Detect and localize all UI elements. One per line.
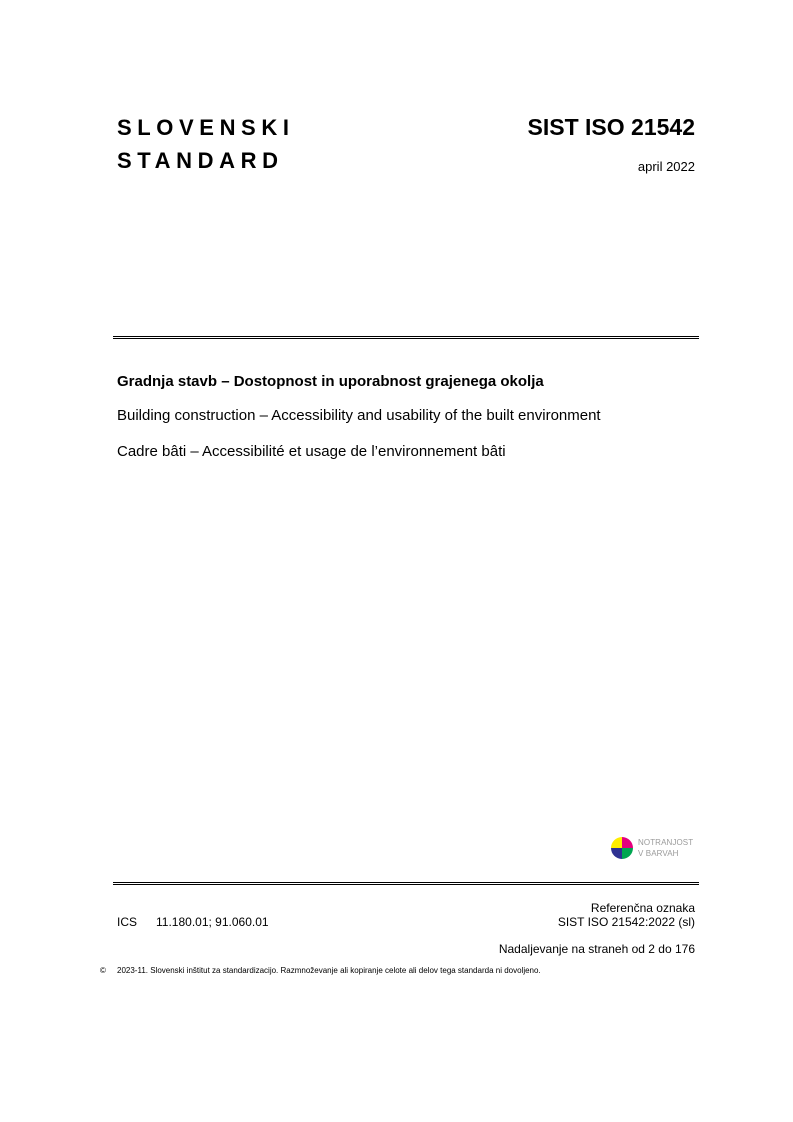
standard-number: SIST ISO 21542 <box>527 114 695 140</box>
title-english: Building construction – Accessibility and usability of the built environment <box>117 407 601 424</box>
page-continuation: Nadaljevanje na straneh od 2 do 176 <box>498 942 695 956</box>
copyright-symbol: © <box>100 966 106 975</box>
title-slovenian: Gradnja stavb – Dostopnost in uporabnost grajenega okolja <box>117 373 544 390</box>
color-wheel-icon <box>611 837 633 859</box>
publication-date: april 2022 <box>637 159 695 174</box>
reference-label: Referenčna oznaka <box>590 901 695 915</box>
reference-value: SIST ISO 21542:2022 (sl) <box>557 915 695 929</box>
color-interior-badge <box>611 837 695 861</box>
ics-value: 11.180.01; 91.060.01 <box>156 915 269 929</box>
header-slovenski: SLOVENSKI <box>117 115 295 140</box>
ics-label: ICS <box>117 915 138 929</box>
top-divider <box>113 336 699 339</box>
copyright-notice: 2023-11. Slovenski inštitut za standardizacijo. Razmnoževanje ali kopiranje celote ali delov tega standarda ni dovoljeno. <box>117 966 541 975</box>
title-french: Cadre bâti – Accessibilité et usage de l’environnement bâti <box>117 443 506 460</box>
badge-label-line1: NOTRANJOST <box>638 838 694 847</box>
header-standard: STANDARD <box>117 148 284 173</box>
badge-label-line2: V BARVAH <box>638 849 679 858</box>
bottom-divider <box>113 882 699 885</box>
